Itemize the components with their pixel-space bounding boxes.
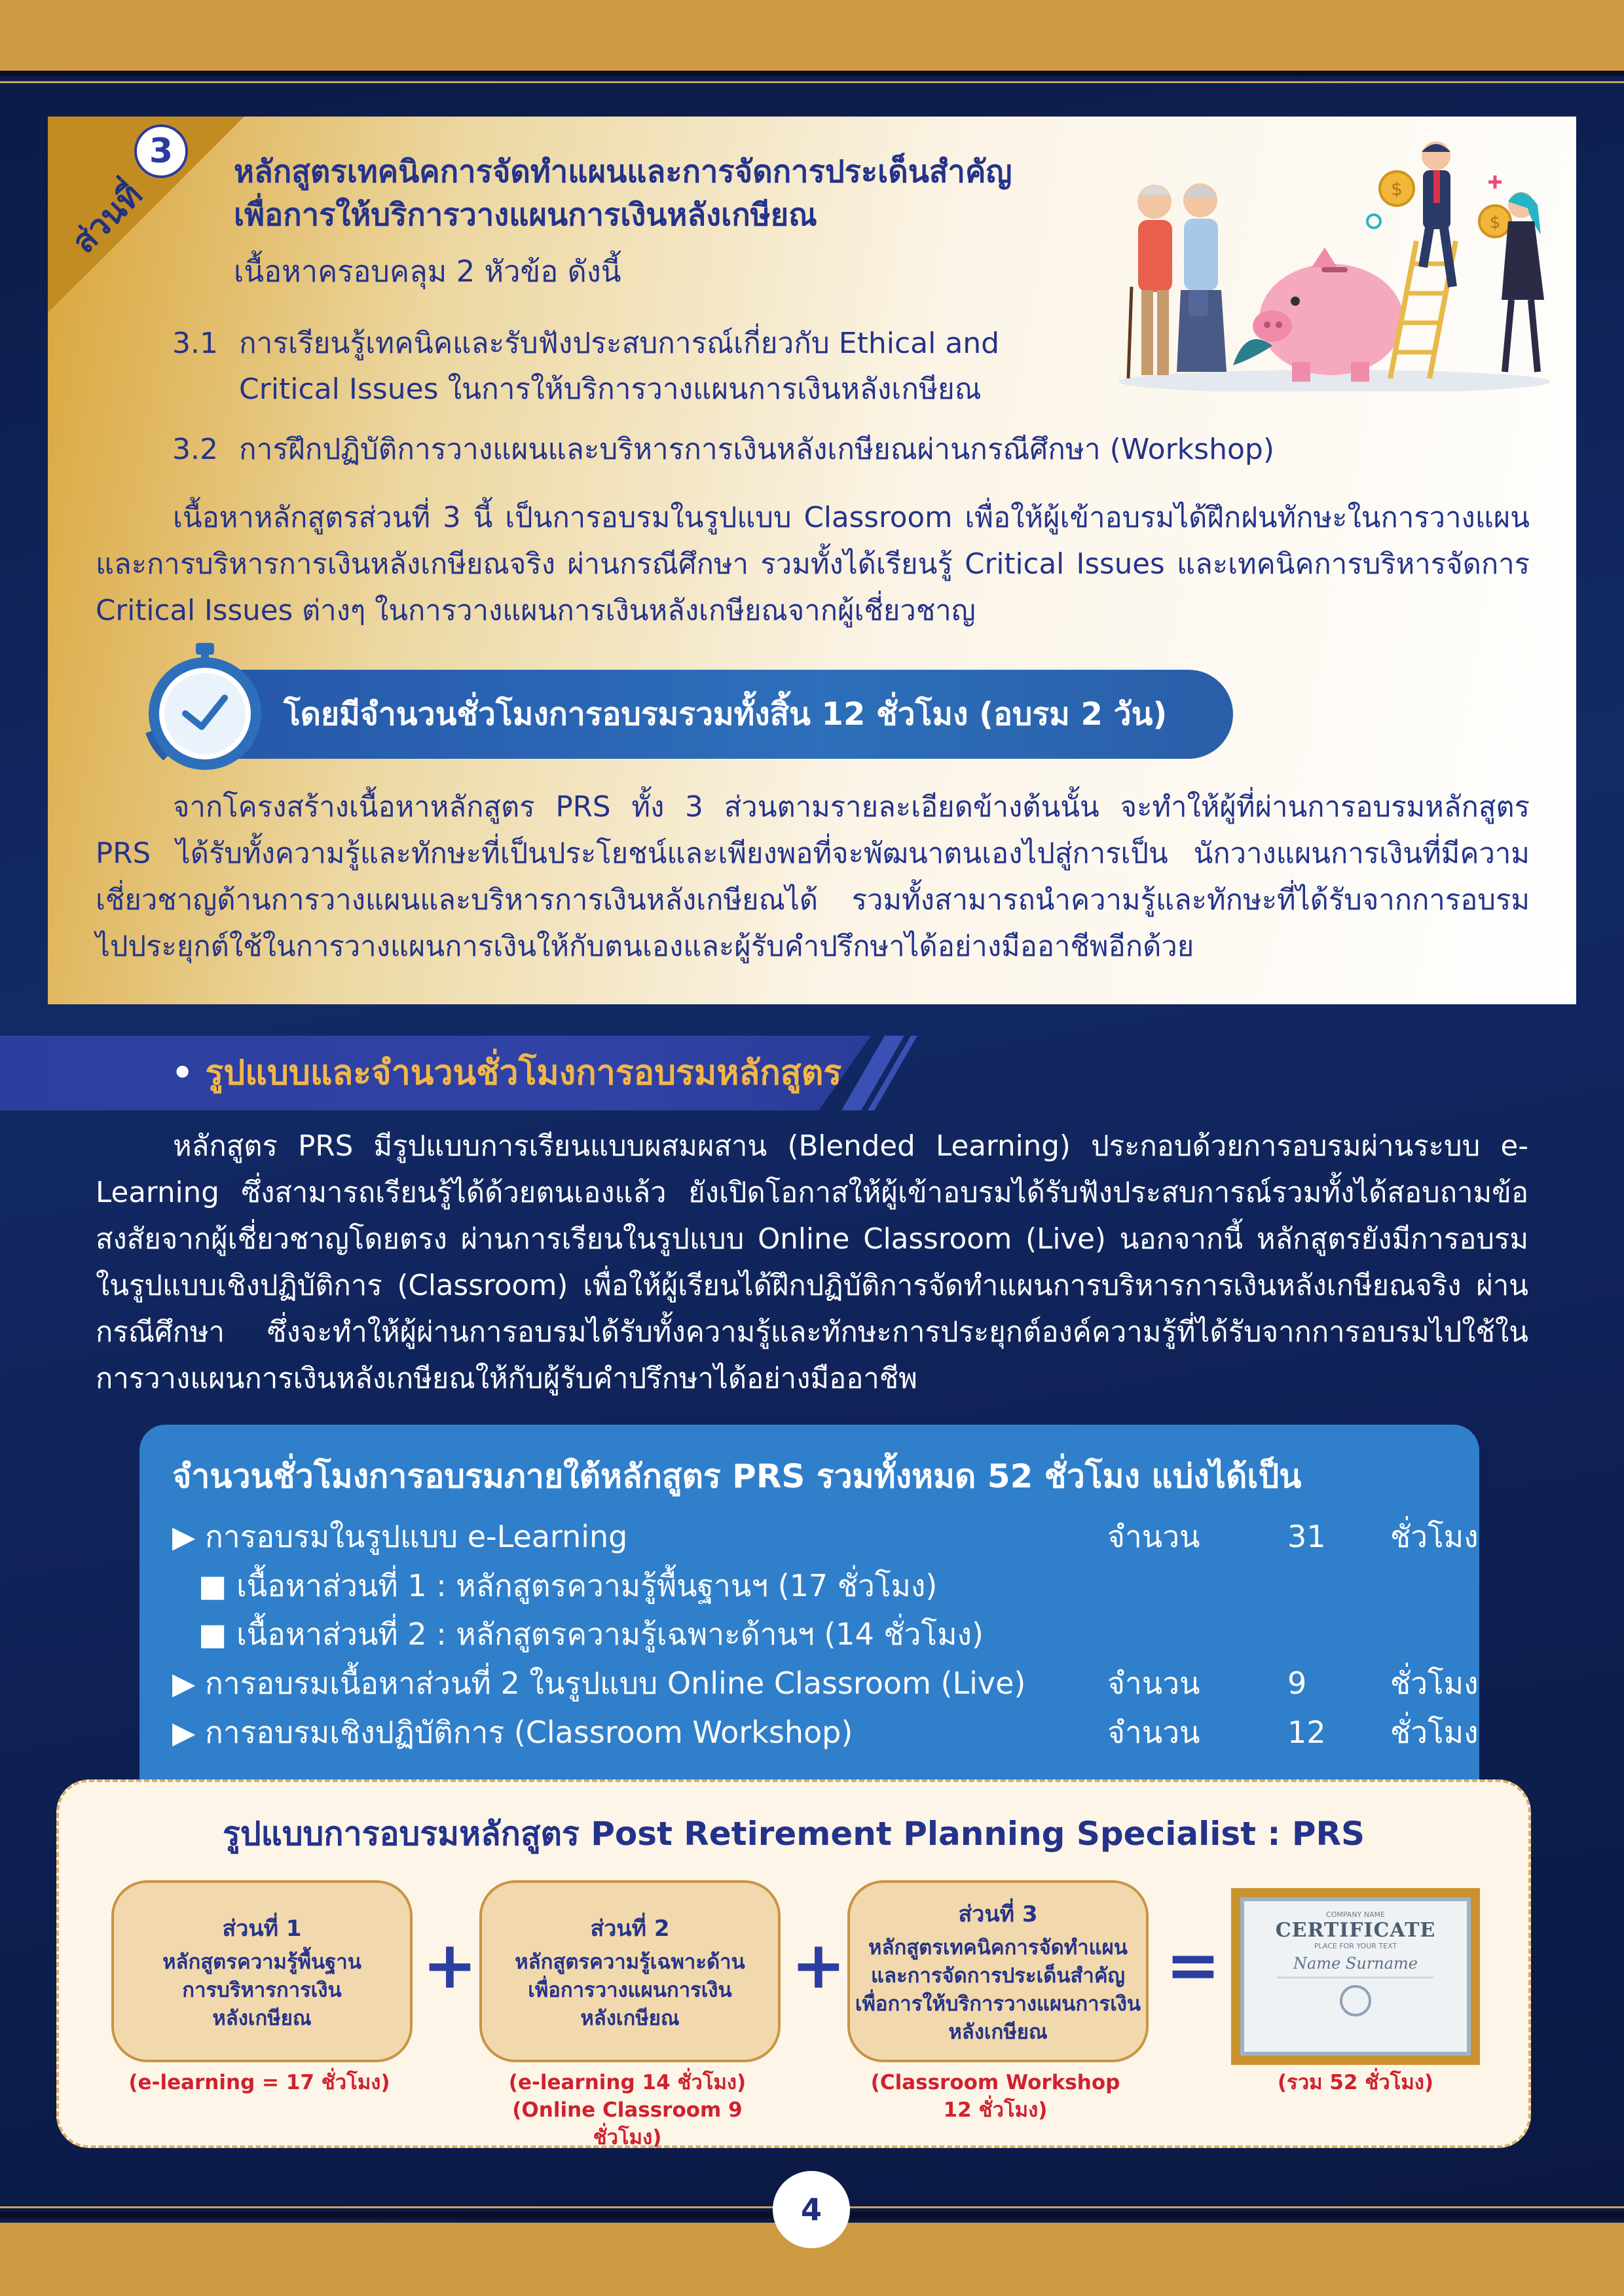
section3-title-line2: เพื่อการให้บริการวางแผนการเงินหลังเกษียณ — [234, 197, 817, 233]
box-text: หลักสูตรเทคนิคการจัดทำแผน — [868, 1936, 1128, 1959]
format-paragraph — [96, 1123, 1528, 1402]
section3-subtitle: เนื้อหาครอบคลุม 2 หัวข้อ ดังนี้ — [234, 254, 621, 289]
section3-title — [234, 151, 1012, 237]
plus-icon: + — [791, 1927, 846, 2003]
row-word: จำนวน — [1107, 1715, 1200, 1750]
box-text: หลังเกษียณ — [580, 2006, 680, 2030]
training-model-card — [56, 1779, 1531, 2148]
part2-caption — [477, 2069, 778, 2151]
row-value: 12 — [1287, 1715, 1326, 1750]
certificate-image — [1231, 1888, 1480, 2065]
row-unit: ชั่วโมง — [1390, 1519, 1479, 1554]
top-divider — [0, 71, 1624, 76]
box-heading: ส่วนที่ 2 — [590, 1915, 670, 1942]
total-caption: (รวม 52 ชั่วโมง) — [1277, 2071, 1434, 2094]
certificate-title: CERTIFICATE — [1275, 1919, 1436, 1942]
certificate-line — [1277, 1977, 1434, 1978]
top-divider-thin — [0, 81, 1624, 83]
row-unit: ชั่วโมง — [1390, 1666, 1479, 1701]
hours-row-workshop — [172, 1709, 1479, 1755]
part1-caption — [109, 2069, 410, 2096]
model-title: รูปแบบการอบรมหลักสูตร Post Retirement Planning Specialist : PRS — [223, 1815, 1365, 1853]
certificate-seal-icon — [1340, 1985, 1371, 2016]
certificate-name: Name Surname — [1293, 1954, 1418, 1973]
row-label: ▶ การอบรมในรูปแบบ e-Learning — [172, 1519, 628, 1554]
box-text: เพื่อการให้บริการวางแผนการเงิน — [855, 1992, 1141, 2016]
box-text: หลังเกษียณ — [948, 2020, 1048, 2044]
page-number: 4 — [773, 2171, 850, 2248]
format-section-title — [172, 1036, 841, 1110]
caption-line: (Online Classroom 9 ชั่วโมง) — [512, 2098, 743, 2149]
caption-line: (e-learning 14 ชั่วโมง) — [508, 2071, 747, 2094]
item-text-line1: การฝึกปฏิบัติการวางแผนและบริหารการเงินหลังเกษียณผ่านกรณีศึกษา (Workshop) — [239, 433, 1274, 466]
hours-box-title: จำนวนชั่วโมงการอบรมภายใต้หลักสูตร PRS รวมทั้งหมด 52 ชั่วโมง แบ่งได้เป็น — [172, 1457, 1302, 1495]
bullet: • — [172, 1053, 194, 1093]
svg-text:$: $ — [1391, 178, 1403, 200]
section3-card — [48, 117, 1576, 1004]
item-number: 3.2 — [172, 433, 218, 466]
box-text: การบริหารการเงิน — [182, 1978, 342, 2002]
certificate-company: COMPANY NAME — [1326, 1910, 1385, 1919]
row-label: ▶ การอบรมเนื้อหาส่วนที่ 2 ในรูปแบบ Online Classroom (Live) — [172, 1666, 1026, 1701]
hours-row-elearning — [172, 1514, 1479, 1559]
box-heading: ส่วนที่ 3 — [958, 1901, 1038, 1927]
item-text-line1: การเรียนรู้เทคนิคและรับฟังประสบการณ์เกี่ยวกับ Ethical and — [239, 327, 1000, 360]
row-value: 31 — [1287, 1519, 1326, 1554]
format-paragraph-text: หลักสูตร PRS มีรูปแบบการเรียนแบบผสมผสาน (Blended Learning) ประกอบด้วยการอบรมผ่านระบบ e-Learning ซึ่งสามารถเรียนรู้ได้ด้วยตนเองแล้ว ยังเปิดโอกาสให้ผู้เข้าอบรมได้รับฟังประสบการณ์รวมทั้งได้สอบถามข้อสงสัยจากผู้เชี่ยวชาญโดยตรง ผ่านการเรียนในรูปแบบ Online Classroom (Live) นอกจากนี้ หลักสูตรยังมีการอบรมในรูปแบบเชิงปฏิบัติการ (Classroom) เพื่อให้ผู้เรียนได้ฝึกปฏิบัติการจัดทำแผนการบริหารการเงินหลังเกษียณจริง ผ่านกรณีศึกษา ซึ่งจะทำให้ผู้ผ่านการอบรมได้รับทั้งความรู้และทักษะการประยุกต์องค์ความรู้ที่ได้รับจากการอบรมไปใช้ในการวางแผนการเงินหลังเกษียณให้กับผู้รับคำปรึกษาได้อย่างมืออาชีพ — [96, 1130, 1528, 1395]
hours-row-online — [172, 1660, 1479, 1706]
part1-box — [111, 1880, 413, 2062]
item-text-line2: Critical Issues ในการให้บริการวางแผนการเงินหลังเกษียณ — [239, 373, 982, 406]
section3-title-line1: หลักสูตรเทคนิคการจัดทำแผนและการจัดการประเด็นสำคัญ — [234, 154, 1012, 190]
box-text: หลักสูตรความรู้พื้นฐาน — [162, 1950, 361, 1974]
row-value: 9 — [1287, 1666, 1307, 1701]
section3-closing-text: จากโครงสร้างเนื้อหาหลักสูตร PRS ทั้ง 3 ส่วนตามรายละเอียดข้างต้นนั้น จะทำให้ผู้ที่ผ่านการอบรมหลักสูตร PRS ได้รับทั้งความรู้และทักษะที่เป็นประโยชน์และเพียงพอที่จะพัฒนาตนเองไปสู่การเป็น นักวางแผนการเงินที่มีความเชี่ยวชาญด้านการวางแผนและบริหารการเงินหลังเกษียณได้ รวมทั้งสามารถนำความรู้และทักษะที่ได้รับจากการอบรมไปประยุกต์ใช้ในการวางแผนการเงินให้กับตนเองและผู้รับคำปรึกษาได้อย่างมืออาชีพอีกด้วย — [96, 791, 1530, 963]
box-text: หลักสูตรความรู้เฉพาะด้าน — [515, 1950, 745, 1974]
format-section-title-text: รูปแบบและจำนวนชั่วโมงการอบรมหลักสูตร — [205, 1053, 842, 1093]
plus-icon: + — [422, 1927, 477, 2003]
section3-paragraph-text: เนื้อหาหลักสูตรส่วนที่ 3 นี้ เป็นการอบรมในรูปแบบ Classroom เพื่อให้ผู้เข้าอบรมได้ฝึกฝนทักษะในการวางแผนและการบริหารการเงินหลังเกษียณจริง ผ่านกรณีศึกษา รวมทั้งได้เรียนรู้ Critical Issues และเทคนิคการบริหารจัดการ Critical Issues ต่างๆ ในการวางแผนการเงินหลังเกษียณจากผู้เชี่ยวชาญ — [96, 501, 1530, 627]
hours-banner — [198, 670, 1233, 759]
box-text: หลังเกษียณ — [212, 2006, 312, 2030]
row-word: จำนวน — [1107, 1666, 1200, 1701]
stopwatch-icon — [139, 640, 270, 771]
part3-box — [847, 1880, 1149, 2062]
section-tag-number: 3 — [134, 124, 188, 178]
hours-sub-1: ■ เนื้อหาส่วนที่ 1 : หลักสูตรความรู้พื้นฐานฯ (17 ชั่วโมง) — [198, 1568, 938, 1603]
row-word: จำนวน — [1107, 1519, 1200, 1554]
hours-sub-2: ■ เนื้อหาส่วนที่ 2 : หลักสูตรความรู้เฉพาะด้านฯ (14 ชั่วโมง) — [198, 1616, 984, 1652]
hours-box — [139, 1425, 1479, 1791]
part3-caption — [845, 2069, 1146, 2124]
row-unit: ชั่วโมง — [1390, 1715, 1479, 1750]
part2-box — [479, 1880, 781, 2062]
certificate-place: PLACE FOR YOUR TEXT — [1314, 1942, 1397, 1950]
certificate-frame — [1240, 1897, 1471, 2056]
row-label: ▶ การอบรมเชิงปฏิบัติการ (Classroom Workshop) — [172, 1715, 853, 1750]
box-text: และการจัดการประเด็นสำคัญ — [871, 1964, 1125, 1988]
equals-icon: = — [1166, 1927, 1221, 2003]
box-text: เพื่อการวางแผนการเงิน — [528, 1978, 732, 2002]
hours-banner-text: โดยมีจำนวนชั่วโมงการอบรมรวมทั้งสิ้น 12 ชั่วโมง (อบรม 2 วัน) — [284, 696, 1168, 733]
caption-line: (Classroom Workshop — [870, 2071, 1120, 2094]
caption-line: (e-learning = 17 ชั่วโมง) — [128, 2071, 390, 2094]
svg-text:$: $ — [1489, 213, 1501, 232]
section3-paragraph — [96, 495, 1530, 634]
top-gold-band — [0, 0, 1624, 71]
item-number: 3.1 — [172, 327, 218, 360]
box-heading: ส่วนที่ 1 — [222, 1915, 302, 1942]
retirement-illustration — [1115, 130, 1554, 392]
section-tag-label: ส่วนที่ — [64, 175, 150, 261]
caption-line: 12 ชั่วโมง) — [943, 2098, 1048, 2122]
section3-closing — [96, 784, 1530, 970]
